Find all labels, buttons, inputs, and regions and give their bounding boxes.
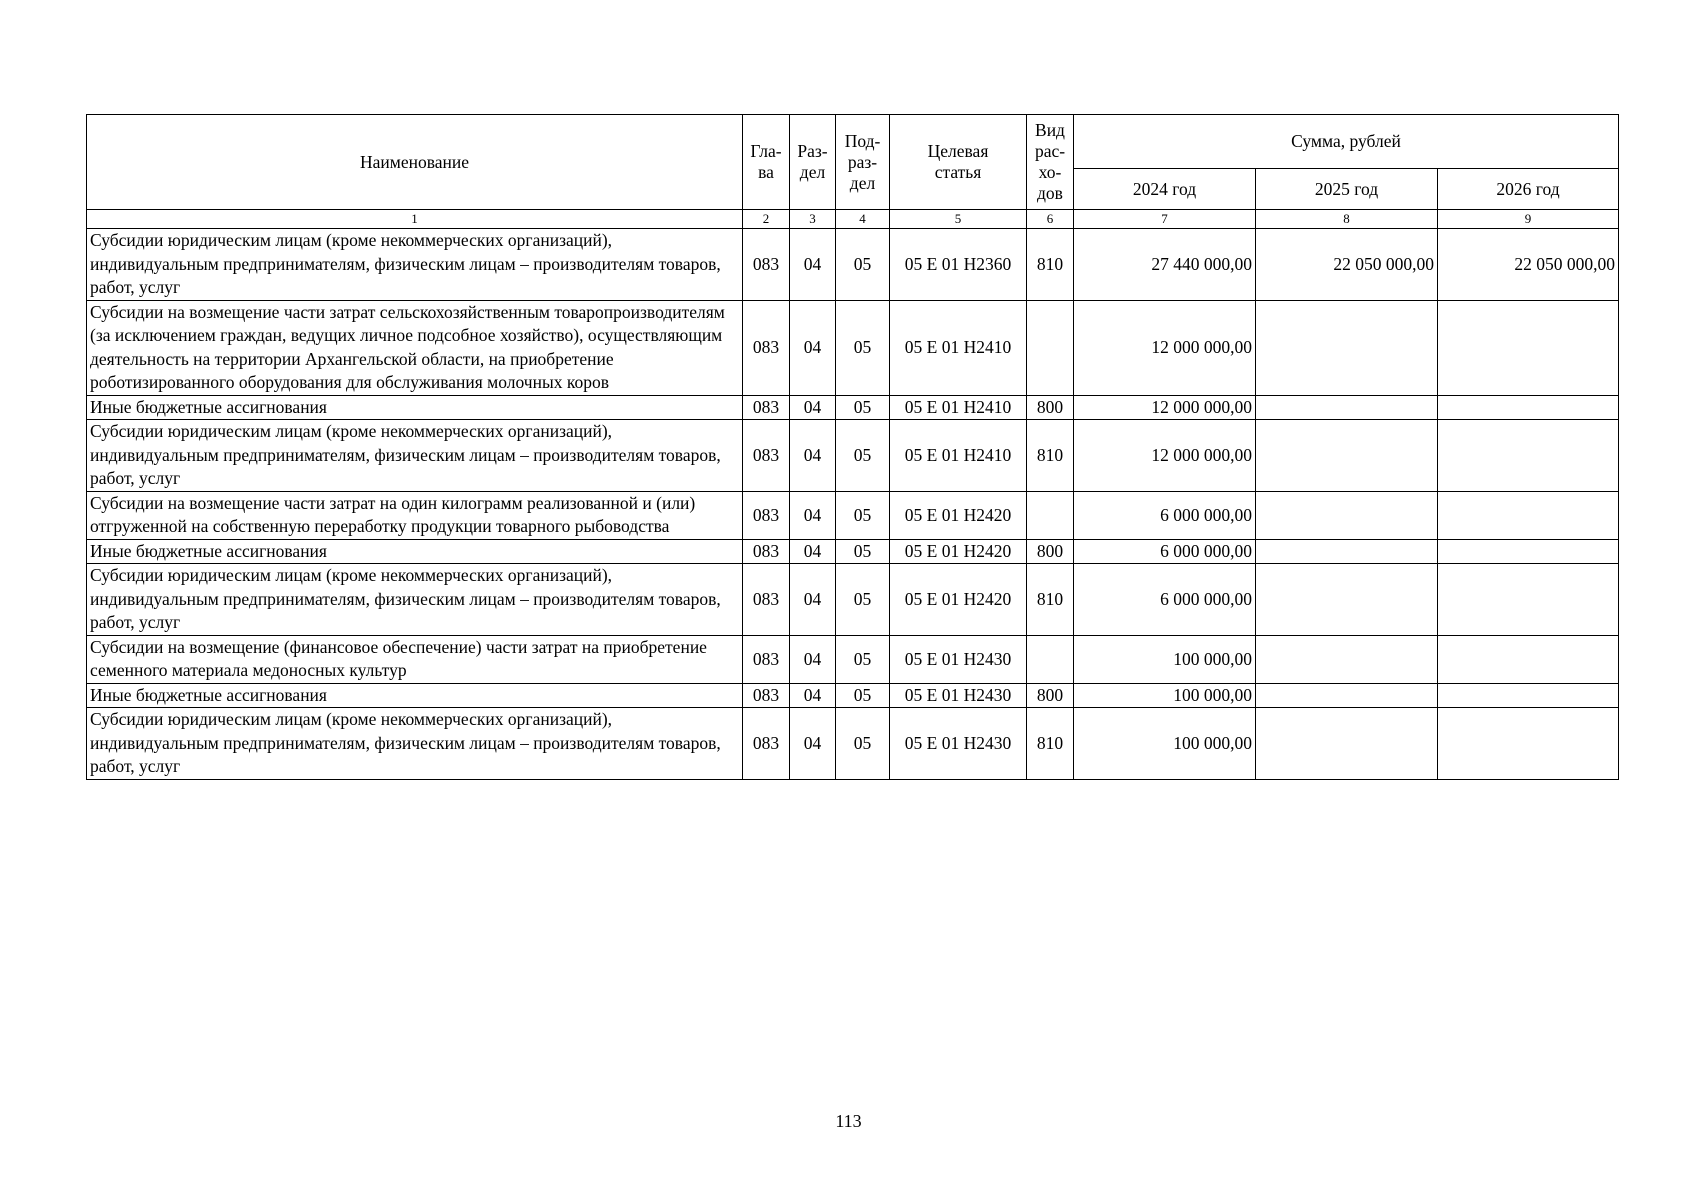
header-subsection: Под- раз- дел	[836, 115, 890, 210]
row-subsection: 05	[836, 300, 890, 395]
row-amount-2025	[1256, 635, 1438, 683]
header-chapter: Гла- ва	[743, 115, 790, 210]
row-chapter: 083	[743, 300, 790, 395]
table-row	[87, 229, 1619, 301]
row-subsection: 05	[836, 420, 890, 492]
row-name: Субсидии юридическим лицам (кроме некоммерческих организаций), индивидуальным предпринимателям, физическим лицам – производителям товаров, работ, услуг	[87, 708, 743, 780]
table-row	[87, 300, 1619, 395]
row-name: Иные бюджетные ассигнования	[87, 683, 743, 708]
row-amount-2026	[1438, 564, 1619, 636]
row-amount-2025	[1256, 564, 1438, 636]
row-amount-2025	[1256, 683, 1438, 708]
row-amount-2025	[1256, 420, 1438, 492]
row-target-article: 05 Е 01 Н2420	[890, 539, 1027, 564]
header-expense-type: Вид рас- хо- дов	[1027, 115, 1074, 210]
row-section: 04	[790, 395, 836, 420]
row-amount-2024: 100 000,00	[1074, 683, 1256, 708]
row-subsection: 05	[836, 708, 890, 780]
column-number: 1	[87, 210, 743, 229]
table-row	[87, 539, 1619, 564]
row-name: Субсидии на возмещение части затрат сельскохозяйственным товаропроизводителям (за исключением граждан, ведущих личное подсобное хозяйство), осуществляющим деятельность на территории Архангельской области, на приобретение роботизированного оборудования для обслуживания молочных коров	[87, 300, 743, 395]
row-amount-2026: 22 050 000,00	[1438, 229, 1619, 301]
header-year-2026: 2026 год	[1438, 169, 1619, 210]
header-amount: Сумма, рублей	[1074, 115, 1619, 169]
header-year-2024: 2024 год	[1074, 169, 1256, 210]
table-row	[87, 683, 1619, 708]
row-expense-type	[1027, 491, 1074, 539]
row-expense-type: 810	[1027, 420, 1074, 492]
row-subsection: 05	[836, 564, 890, 636]
row-amount-2024: 100 000,00	[1074, 708, 1256, 780]
row-amount-2024: 6 000 000,00	[1074, 539, 1256, 564]
row-amount-2026	[1438, 395, 1619, 420]
row-amount-2024: 27 440 000,00	[1074, 229, 1256, 301]
row-chapter: 083	[743, 420, 790, 492]
table-row	[87, 564, 1619, 636]
header-target-article: Целевая статья	[890, 115, 1027, 210]
row-amount-2026	[1438, 300, 1619, 395]
column-number: 3	[790, 210, 836, 229]
row-amount-2024: 6 000 000,00	[1074, 564, 1256, 636]
row-target-article: 05 Е 01 Н2410	[890, 300, 1027, 395]
row-name: Субсидии юридическим лицам (кроме некоммерческих организаций), индивидуальным предпринимателям, физическим лицам – производителям товаров, работ, услуг	[87, 229, 743, 301]
row-amount-2024: 100 000,00	[1074, 635, 1256, 683]
header-section: Раз- дел	[790, 115, 836, 210]
row-amount-2025	[1256, 708, 1438, 780]
row-target-article: 05 Е 01 Н2430	[890, 708, 1027, 780]
row-chapter: 083	[743, 539, 790, 564]
row-target-article: 05 Е 01 Н2430	[890, 683, 1027, 708]
row-subsection: 05	[836, 395, 890, 420]
row-name: Субсидии юридическим лицам (кроме некоммерческих организаций), индивидуальным предпринимателям, физическим лицам – производителям товаров, работ, услуг	[87, 420, 743, 492]
row-target-article: 05 Е 01 Н2420	[890, 491, 1027, 539]
row-target-article: 05 Е 01 Н2410	[890, 395, 1027, 420]
row-section: 04	[790, 420, 836, 492]
row-name: Иные бюджетные ассигнования	[87, 539, 743, 564]
row-amount-2024: 12 000 000,00	[1074, 300, 1256, 395]
row-chapter: 083	[743, 564, 790, 636]
row-name: Иные бюджетные ассигнования	[87, 395, 743, 420]
row-section: 04	[790, 635, 836, 683]
row-amount-2026	[1438, 708, 1619, 780]
row-name: Субсидии на возмещение части затрат на один килограмм реализованной и (или) отгруженной на собственную переработку продукции товарного рыбоводства	[87, 491, 743, 539]
row-amount-2024: 12 000 000,00	[1074, 395, 1256, 420]
row-expense-type	[1027, 635, 1074, 683]
row-expense-type: 810	[1027, 229, 1074, 301]
row-amount-2025	[1256, 539, 1438, 564]
row-amount-2025	[1256, 395, 1438, 420]
row-section: 04	[790, 683, 836, 708]
row-amount-2026	[1438, 420, 1619, 492]
row-subsection: 05	[836, 539, 890, 564]
row-amount-2026	[1438, 539, 1619, 564]
budget-table	[86, 114, 1619, 780]
column-number: 7	[1074, 210, 1256, 229]
column-number: 5	[890, 210, 1027, 229]
row-amount-2024: 6 000 000,00	[1074, 491, 1256, 539]
row-amount-2025	[1256, 491, 1438, 539]
row-section: 04	[790, 539, 836, 564]
column-number: 4	[836, 210, 890, 229]
table-row	[87, 420, 1619, 492]
row-amount-2026	[1438, 635, 1619, 683]
row-section: 04	[790, 491, 836, 539]
row-chapter: 083	[743, 395, 790, 420]
column-number: 9	[1438, 210, 1619, 229]
table-row	[87, 395, 1619, 420]
row-target-article: 05 Е 01 Н2430	[890, 635, 1027, 683]
header-name: Наименование	[87, 115, 743, 210]
row-expense-type: 800	[1027, 539, 1074, 564]
row-subsection: 05	[836, 635, 890, 683]
row-chapter: 083	[743, 635, 790, 683]
table-row	[87, 491, 1619, 539]
header-year-2025: 2025 год	[1256, 169, 1438, 210]
row-target-article: 05 Е 01 Н2360	[890, 229, 1027, 301]
row-expense-type: 800	[1027, 395, 1074, 420]
row-subsection: 05	[836, 229, 890, 301]
row-section: 04	[790, 564, 836, 636]
row-expense-type: 800	[1027, 683, 1074, 708]
row-expense-type: 810	[1027, 564, 1074, 636]
row-chapter: 083	[743, 491, 790, 539]
row-name: Субсидии на возмещение (финансовое обеспечение) части затрат на приобретение семенного материала медоносных культур	[87, 635, 743, 683]
row-amount-2025	[1256, 300, 1438, 395]
row-name: Субсидии юридическим лицам (кроме некоммерческих организаций), индивидуальным предпринимателям, физическим лицам – производителям товаров, работ, услуг	[87, 564, 743, 636]
row-expense-type: 810	[1027, 708, 1074, 780]
row-chapter: 083	[743, 229, 790, 301]
row-subsection: 05	[836, 683, 890, 708]
row-amount-2026	[1438, 491, 1619, 539]
row-section: 04	[790, 300, 836, 395]
row-chapter: 083	[743, 683, 790, 708]
column-number: 2	[743, 210, 790, 229]
page-number: 113	[835, 1111, 862, 1131]
column-number: 8	[1256, 210, 1438, 229]
row-section: 04	[790, 229, 836, 301]
table-row	[87, 635, 1619, 683]
row-amount-2025: 22 050 000,00	[1256, 229, 1438, 301]
row-target-article: 05 Е 01 Н2410	[890, 420, 1027, 492]
column-number-row	[87, 210, 1619, 229]
row-subsection: 05	[836, 491, 890, 539]
row-target-article: 05 Е 01 Н2420	[890, 564, 1027, 636]
column-number: 6	[1027, 210, 1074, 229]
table-row	[87, 708, 1619, 780]
row-amount-2026	[1438, 683, 1619, 708]
row-expense-type	[1027, 300, 1074, 395]
row-section: 04	[790, 708, 836, 780]
row-amount-2024: 12 000 000,00	[1074, 420, 1256, 492]
row-chapter: 083	[743, 708, 790, 780]
